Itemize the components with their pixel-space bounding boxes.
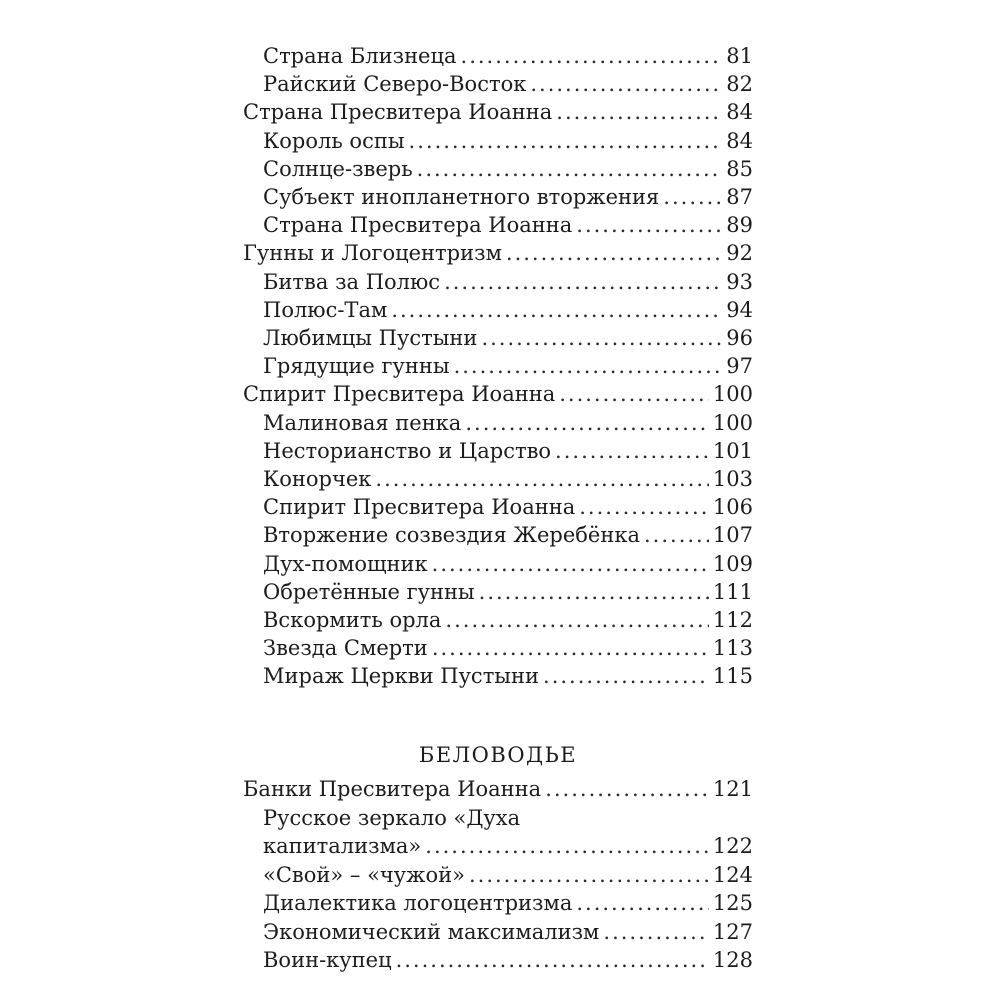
- toc-entry-title: Экономический максимализм: [263, 919, 600, 944]
- toc-leader-dots: [663, 184, 722, 210]
- toc-entry: [263, 184, 753, 210]
- toc-leader-dots: [454, 353, 723, 379]
- toc-leader-dots: [432, 551, 709, 577]
- toc-leader-dots: [644, 522, 709, 548]
- toc-entry-title: Полюс-Там: [263, 297, 388, 322]
- toc-entry-page: 103: [712, 467, 753, 491]
- toc-entry-page: 124: [712, 862, 753, 887]
- toc-leader-dots: [425, 833, 709, 859]
- toc-entry: [263, 212, 753, 238]
- toc-entry-title: Вскормить орла: [263, 608, 442, 632]
- toc-leader-dots: [579, 494, 709, 520]
- toc-entry: [263, 522, 753, 548]
- toc-entry-page: 100: [712, 382, 753, 407]
- toc-leader-dots: [530, 71, 722, 97]
- toc-entry: [263, 947, 753, 973]
- toc-leader-dots: [444, 269, 722, 295]
- toc-entry-title: Дух-помощник: [263, 551, 428, 576]
- toc-leader-dots: [469, 862, 709, 888]
- toc-entry-title: Обретённые гунны: [263, 579, 475, 604]
- toc-entry-title: Спирит Пресвитера Иоанна: [243, 382, 556, 407]
- toc-entry: [263, 551, 753, 577]
- toc-entry-title: Звезда Смерти: [263, 636, 428, 661]
- toc-entry: [243, 381, 753, 407]
- toc-leader-dots: [555, 438, 709, 464]
- toc-entry: [263, 635, 753, 661]
- toc-leader-dots: [559, 381, 709, 407]
- toc-entry: [263, 353, 753, 379]
- toc-entry-title: Малиновая пенка: [263, 410, 462, 435]
- toc-leader-dots: [576, 212, 722, 238]
- toc-entry: [263, 128, 753, 154]
- toc-entry-title: Спирит Пресвитера Иоанна: [263, 495, 576, 520]
- toc-entry: [263, 410, 753, 436]
- toc-entry-title: Конорчек: [263, 467, 372, 491]
- toc-entry: [263, 43, 753, 69]
- toc-entry: [263, 71, 753, 97]
- toc-entry-title: Райский Северо-Восток: [263, 72, 527, 97]
- table-of-contents: [243, 0, 753, 1000]
- toc-entry-page: 115: [712, 664, 753, 689]
- toc-entry-title: Солнце-зверь: [263, 156, 413, 181]
- toc-entry-page: 125: [712, 891, 753, 915]
- toc-leader-dots: [481, 325, 722, 351]
- toc-entry: [263, 805, 753, 831]
- toc-entry-title: Король оспы: [263, 128, 405, 153]
- toc-entry-page: 92: [726, 241, 753, 266]
- toc-entry-title: Воин-купец: [263, 948, 392, 972]
- toc-entry-page: 84: [726, 100, 753, 125]
- toc-entry-page: 127: [712, 919, 753, 944]
- toc-entry-title: Мираж Церкви Пустыни: [263, 664, 540, 689]
- toc-entry-page: 82: [726, 72, 753, 97]
- toc-entry-page: 89: [726, 213, 753, 238]
- toc-entry-page: 113: [712, 636, 753, 661]
- toc-entry-page: 93: [726, 269, 753, 294]
- toc-entry-title: Страна Пресвитера Иоанна: [243, 100, 553, 125]
- toc-entry-title: Грядущие гунны: [263, 354, 450, 379]
- toc-entry-title: Субъект инопланетного вторжения: [263, 185, 660, 209]
- toc-entry-title: капитализма»: [263, 834, 422, 858]
- toc-entry-page: 96: [726, 326, 753, 350]
- toc-entry: [263, 607, 753, 633]
- toc-entry-title: Гунны и Логоцентризм: [243, 241, 502, 266]
- toc-entry-page: 106: [712, 495, 753, 520]
- toc-leader-dots: [409, 128, 723, 154]
- section-title: БЕЛОВОДЬЕ: [418, 743, 578, 767]
- toc-leader-dots: [603, 919, 709, 945]
- toc-entry-page: 100: [712, 410, 753, 435]
- toc-leader-dots: [445, 607, 708, 633]
- toc-entry: [263, 269, 753, 295]
- toc-entry-page: 109: [712, 551, 753, 576]
- toc-leader-dots: [545, 776, 709, 802]
- toc-entry: [243, 240, 753, 266]
- toc-entry: [263, 494, 753, 520]
- toc-entry-title: Страна Близнеца: [263, 44, 457, 68]
- toc-entry-title: Вторжение созвездия Жеребёнка: [263, 523, 640, 548]
- toc-entry-page: 87: [726, 185, 753, 209]
- toc-entry-page: 97: [726, 354, 753, 379]
- toc-entry-page: 81: [726, 44, 753, 68]
- toc-entry: [263, 890, 753, 916]
- toc-entry-title: Диалектика логоцентризма: [263, 891, 573, 915]
- toc-entry-page: 85: [726, 156, 753, 181]
- toc-entry-title: Несторианство и Царство: [263, 438, 552, 463]
- toc-entry-page: 84: [726, 128, 753, 153]
- toc-entry-title: Любимцы Пустыни: [263, 326, 478, 350]
- toc-leader-dots: [461, 43, 723, 69]
- toc-entry-page: 111: [712, 579, 753, 604]
- toc-entry-page: 122: [712, 834, 753, 858]
- toc-leader-dots: [375, 466, 708, 492]
- toc-leader-dots: [391, 297, 722, 323]
- toc-entry-page: 121: [712, 777, 753, 801]
- toc-entry-title: «Свой» – «чужой»: [263, 862, 465, 887]
- toc-entry: [243, 99, 753, 125]
- toc-leader-dots: [576, 890, 709, 916]
- toc-leader-dots: [479, 579, 709, 605]
- toc-entry: [263, 325, 753, 351]
- toc-entry: [263, 156, 753, 182]
- toc-leader-dots: [543, 663, 709, 689]
- toc-leader-dots: [417, 156, 723, 182]
- toc-entry: [263, 579, 753, 605]
- toc-entry-title: Русское зеркало «Духа: [263, 805, 521, 830]
- toc-entry: [263, 663, 753, 689]
- toc-entry-title: Битва за Полюс: [263, 269, 441, 294]
- toc-entry-page: 112: [712, 608, 753, 632]
- toc-entry-page: 94: [726, 297, 753, 322]
- toc-entry: [263, 466, 753, 492]
- toc-entry: [263, 862, 753, 888]
- toc-entry-title: Банки Пресвитера Иоанна: [243, 777, 542, 801]
- toc-entry-title: Страна Пресвитера Иоанна: [263, 213, 573, 238]
- toc-leader-dots: [432, 635, 709, 661]
- toc-entry: [263, 833, 753, 859]
- toc-entry: [243, 776, 753, 802]
- toc-leader-dots: [465, 410, 709, 436]
- toc-leader-dots: [506, 240, 722, 266]
- toc-leader-dots: [556, 99, 722, 125]
- toc-entry: [263, 919, 753, 945]
- toc-leader-dots: [396, 947, 709, 973]
- toc-entry-page: 107: [712, 523, 753, 548]
- toc-entry-page: 101: [712, 438, 753, 463]
- toc-entry: [263, 297, 753, 323]
- toc-entry-page: 128: [712, 948, 753, 972]
- toc-entry: [263, 438, 753, 464]
